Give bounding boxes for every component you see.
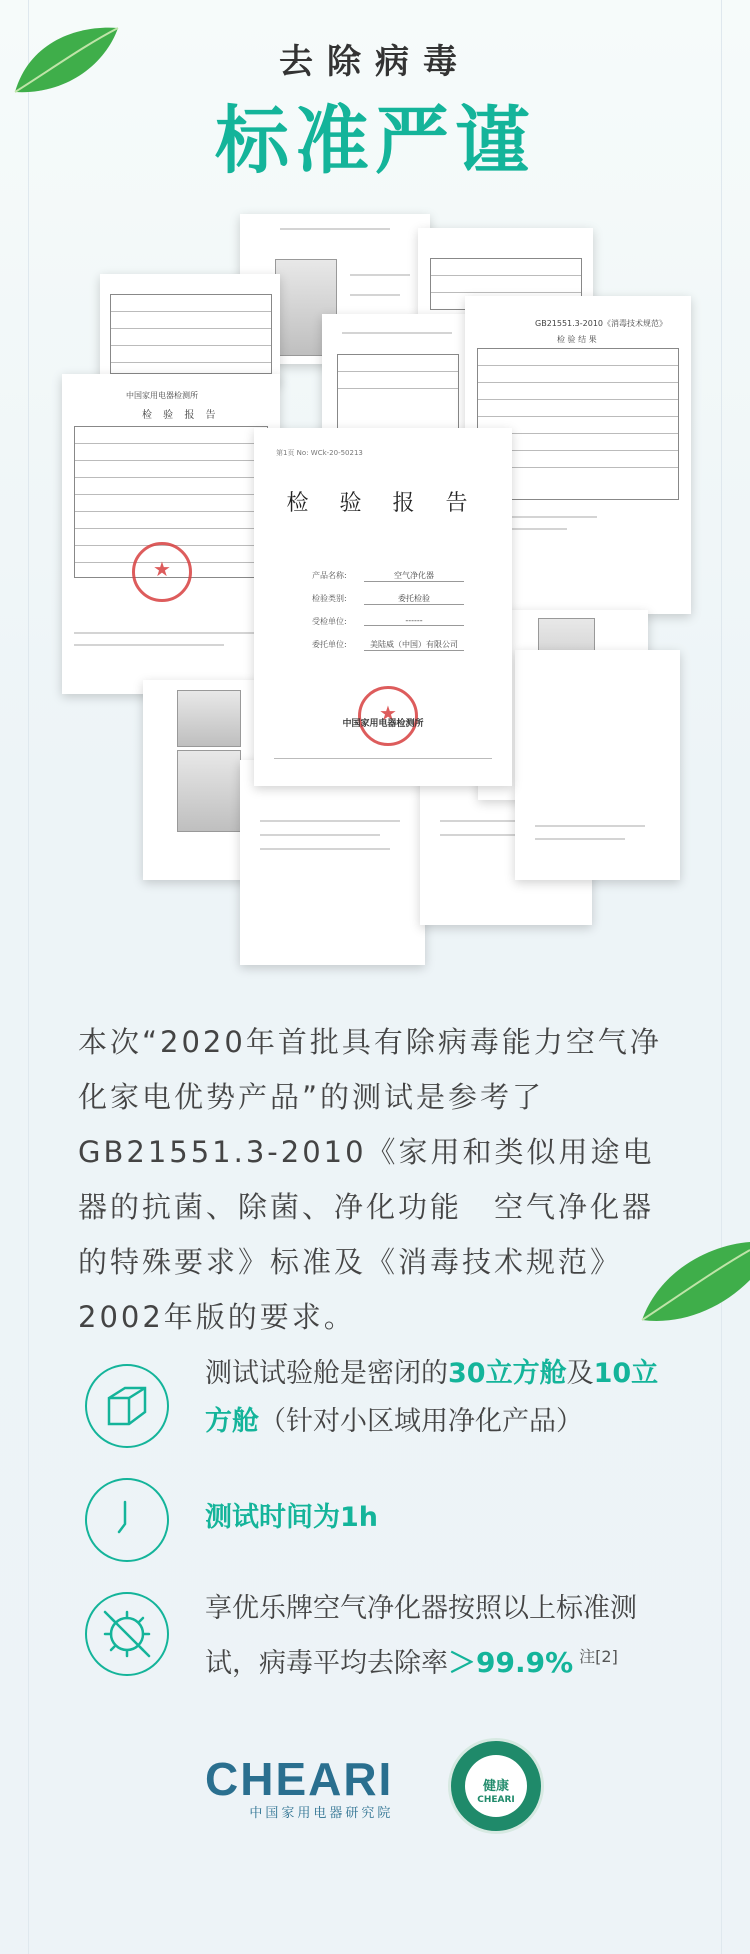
- field-label: 受检单位:: [312, 617, 347, 626]
- field-label: 委托单位:: [312, 640, 347, 649]
- inspection-report-cover: [254, 428, 512, 786]
- left-report-org: 中国家用电器检测所: [126, 391, 198, 400]
- report-page-back-3: [100, 274, 280, 384]
- feature-highlight: 10立方舱: [205, 1358, 659, 1437]
- report-page-far-right: [515, 650, 680, 880]
- report-page-bottom-1: [240, 760, 425, 965]
- feature-text: 享优乐牌空气净化器按照以上标准测试，病毒平均去除率: [205, 1593, 637, 1679]
- left-report-title: 检 验 报 告: [142, 410, 220, 421]
- feature-text: 及: [566, 1358, 594, 1389]
- feature-test-chamber: [205, 1350, 685, 1446]
- frame-line-left: [28, 0, 29, 1954]
- feature-highlight: 30立方舱: [448, 1358, 567, 1389]
- page-subtitle: 去除病毒: [279, 42, 471, 82]
- feature-text: 测试试验舱是密闭的: [205, 1358, 448, 1389]
- feature-test-time: [205, 1494, 685, 1542]
- report-issuer: 中国家用电器检测所: [342, 719, 424, 729]
- report-number: 第1页 No: WCk-20-50213: [276, 449, 363, 457]
- page-title: 标准严谨: [215, 98, 535, 184]
- right-report-heading: GB21551.3-2010《消毒技术规范》: [535, 319, 668, 328]
- cheari-logo-text: CHEARI: [205, 1753, 394, 1805]
- seal-brand: CHEARI: [477, 1795, 515, 1805]
- cube-icon: [85, 1364, 169, 1448]
- field-label: 产品名称:: [312, 571, 347, 580]
- description-paragraph: 本次“2020年首批具有除病毒能力空气净化家电优势产品”的测试是参考了GB21551.3-2010《家用和类似用途电器的抗菌、除菌、净化功能 空气净化器的特殊要求》标准及《消毒技术规范》2002年版的要求。: [78, 1025, 662, 1334]
- right-report-table-title: 检 验 结 果: [557, 335, 597, 344]
- cheari-logo: [205, 1752, 393, 1821]
- field-value: 委托检验: [364, 593, 464, 605]
- field-label: 检验类别:: [312, 594, 347, 603]
- feature-text: （针对小区域用净化产品）: [259, 1406, 583, 1437]
- health-certification-seal: [448, 1738, 544, 1834]
- report-page-left: [62, 374, 280, 694]
- red-stamp-left: [132, 542, 192, 602]
- field-value: ------: [364, 616, 464, 626]
- frame-line-right: [721, 0, 722, 1954]
- field-value: 美陆威（中国）有限公司: [364, 639, 464, 651]
- removal-rate-value: ＞99.9%: [448, 1646, 574, 1679]
- cheari-logo-subtitle: 中国家用电器研究院: [249, 1806, 394, 1821]
- report-title: 检 验 报 告: [286, 491, 480, 516]
- feature-highlight: 测试时间为1h: [205, 1502, 379, 1533]
- virus-blocked-icon: [85, 1592, 169, 1676]
- field-value: 空气净化器: [364, 570, 464, 582]
- seal-text: 健康: [482, 1779, 509, 1794]
- clock-icon: [85, 1478, 169, 1562]
- footnote-ref: 注[2]: [579, 1647, 618, 1666]
- feature-removal-rate: [205, 1585, 685, 1688]
